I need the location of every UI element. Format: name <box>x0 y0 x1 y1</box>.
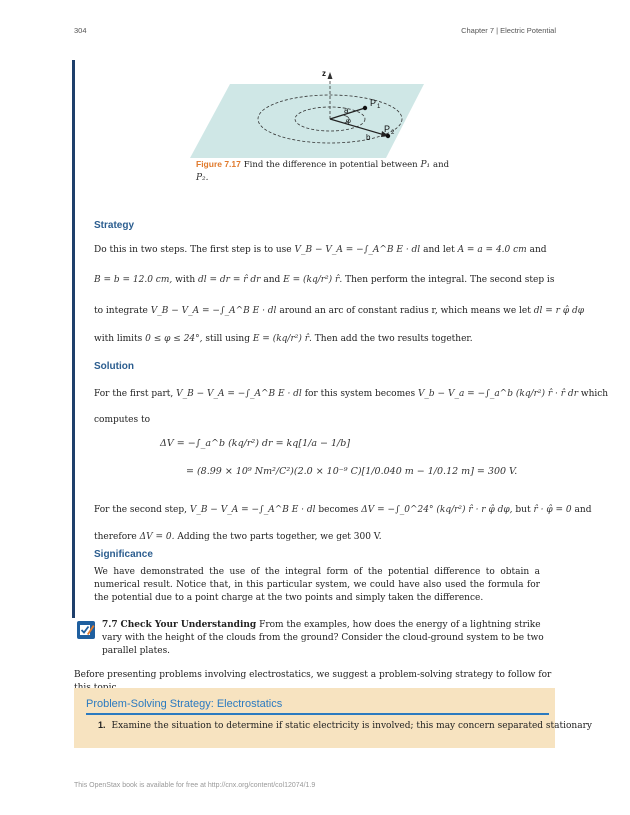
p2-subscript: 2 <box>391 130 395 136</box>
solution-line-2: computes to <box>94 415 151 425</box>
z-label: z <box>322 69 326 78</box>
strategy-heading: Strategy <box>94 220 135 231</box>
math: V_B − V_A = −∫_A^B E · dl <box>176 389 302 399</box>
math: ΔV = 0. <box>139 532 175 542</box>
phi-label: φ <box>346 117 351 125</box>
solution-heading: Solution <box>94 361 134 372</box>
footer-text: This OpenStax book is available for free at http://cnx.org/content/col12074/1.9 <box>74 782 316 789</box>
check-title: Check Your Understanding <box>120 620 257 630</box>
significance-text: We have demonstrated the use of the integral form of the potential difference to obtain a numerical result. Notice that, in this particular system, we could have also used the formula for the potential due to a point charge at the two points and simply taken the difference. <box>94 567 540 604</box>
check-number: 7.7 <box>102 620 118 630</box>
intro-paragraph: Before presenting problems involving electrostatics, we suggest a problem-solving strategy to follow for <box>74 670 552 680</box>
text: which <box>580 389 609 399</box>
strategy-line-4 <box>94 333 544 346</box>
example-side-bar <box>72 60 75 618</box>
plane-shape <box>190 84 424 158</box>
math: V_b − V_a = −∫_a^b (kq/r²) r̂ · r̂ dr <box>417 389 578 399</box>
math: 0 ≤ φ ≤ 24°, <box>145 334 203 344</box>
math: V_B − V_A = −∫_A^B E · dl <box>189 505 316 515</box>
text: and <box>263 275 281 285</box>
equation-1: ΔV = −∫_a^b (kq/r²) dr = kq[1/a − 1/b] <box>160 438 351 449</box>
ps-divider <box>86 713 549 715</box>
equation-2: = (8.99 × 10⁹ Nm²/C²)(2.0 × 10⁻⁹ C)[1/0.040 m − 1/0.12 m] = 300 V. <box>186 466 518 477</box>
strategy-line-3 <box>94 305 585 318</box>
text: but <box>515 505 531 515</box>
text: Do this in two steps. The first step is to use <box>94 245 292 255</box>
math: ΔV = −∫_0^24° (kq/r²) r̂ · r φ̂ dφ, <box>361 505 513 515</box>
math: dl = dr = r̂ dr <box>198 275 261 285</box>
page-number: 304 <box>74 26 87 35</box>
checkbox-pencil-icon <box>76 620 96 640</box>
ps-item-number: 1. <box>98 720 106 730</box>
caption-label: Figure 7.17 <box>196 159 241 169</box>
math: V_B − V_A = −∫_A^B E · dl <box>150 306 277 316</box>
p1-subscript: 1 <box>377 104 381 110</box>
math: E = (kq/r²) r̂. <box>252 334 312 344</box>
significance-heading: Significance <box>94 549 153 560</box>
solution-line-3 <box>94 504 592 517</box>
p1-label: P <box>370 98 377 108</box>
text: and let <box>423 245 455 255</box>
text: with <box>175 275 196 285</box>
text: and <box>574 505 592 515</box>
caption-and: and <box>433 160 450 170</box>
text: Then add the two results together. <box>314 334 473 344</box>
check-text: From the examples, how does the energy of a lightning strike vary with the height of the clouds from the ground? Consider the cloud-ground system to be two parallel plates. <box>102 620 544 657</box>
text: Then perform the integral. The second step is <box>345 275 555 285</box>
math: A = a = 4.0 cm <box>457 245 527 255</box>
a-label: a <box>344 106 349 115</box>
text: therefore <box>94 532 137 542</box>
math: E = (kq/r²) r̂. <box>283 275 343 285</box>
point-p1-dot <box>363 106 367 110</box>
text: For the second step, <box>94 505 187 515</box>
math: r̂ · φ̂ = 0 <box>533 505 572 515</box>
text: to integrate <box>94 306 148 316</box>
text: for this system becomes <box>304 389 416 399</box>
figure-diagram <box>190 66 430 161</box>
strategy-line-1 <box>94 244 547 257</box>
figure-caption <box>196 158 456 185</box>
ps-item-1 <box>98 719 592 733</box>
caption-text: Find the difference in potential between <box>243 160 418 170</box>
check-understanding <box>102 619 546 658</box>
b-label: b <box>366 133 371 142</box>
solution-line-1 <box>94 388 609 401</box>
caption-p2: P₂. <box>196 173 209 184</box>
ps-item-text: Examine the situation to determine if static electricity is involved; this may concern separated stationary <box>111 721 592 731</box>
text: For the first part, <box>94 389 174 399</box>
strategy-line-2 <box>94 274 555 287</box>
text: becomes <box>318 505 359 515</box>
caption-p1: P₁ <box>420 160 431 170</box>
ps-heading: Problem-Solving Strategy: Electrostatics <box>86 698 283 710</box>
text: with limits <box>94 334 143 344</box>
text: around an arc of constant radius r, which means we let <box>279 306 531 316</box>
math: V_B − V_A = −∫_A^B E · dl <box>294 245 421 255</box>
problem-solving-box <box>74 688 592 748</box>
point-p2-dot <box>386 134 390 138</box>
text: still using <box>205 334 250 344</box>
solution-line-4 <box>94 531 382 544</box>
math: B = b = 12.0 cm, <box>94 275 173 285</box>
chapter-title: Chapter 7 | Electric Potential <box>461 26 556 35</box>
math: dl = r φ̂ dφ <box>533 306 585 316</box>
text: Adding the two parts together, we get 300 V. <box>177 532 382 542</box>
text: and <box>529 245 547 255</box>
z-arrowhead <box>328 72 333 79</box>
p2-label: P <box>384 124 391 134</box>
